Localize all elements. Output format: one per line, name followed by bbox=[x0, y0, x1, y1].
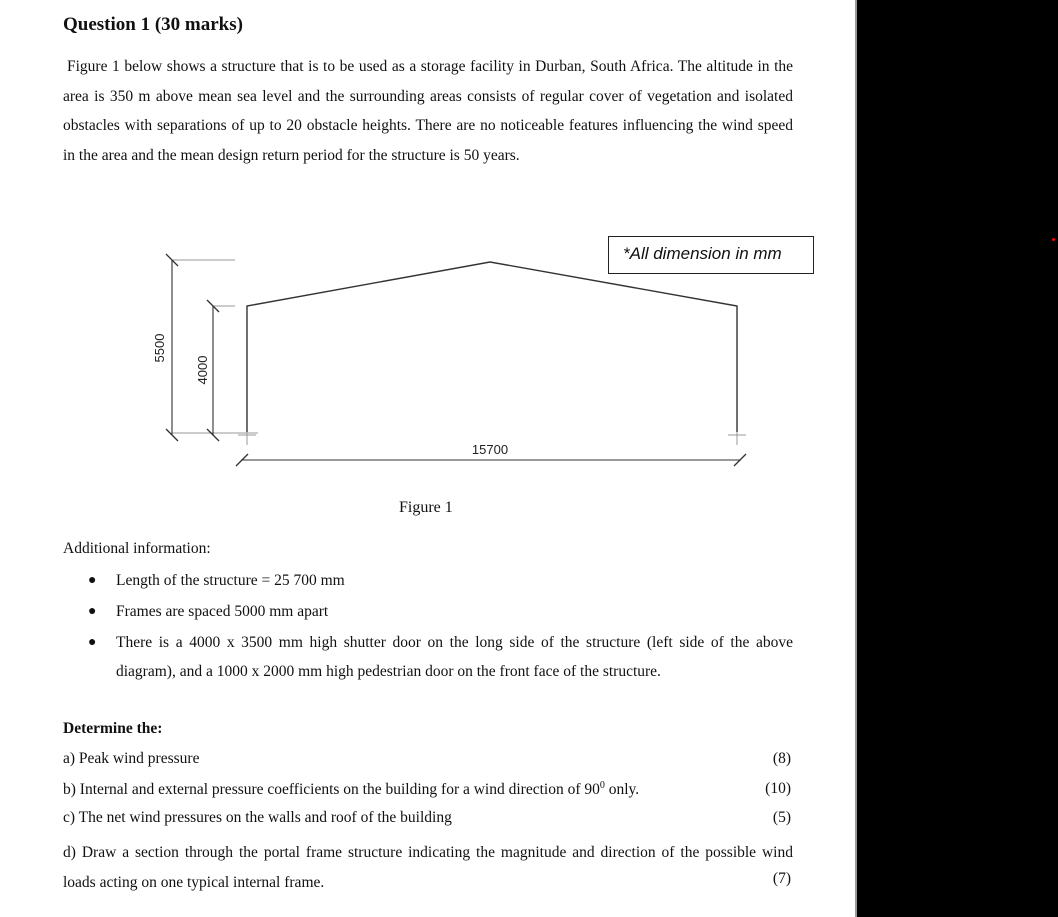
dim-label-15700: 15700 bbox=[471, 442, 509, 457]
sub-question-a-text: a) Peak wind pressure bbox=[63, 750, 200, 767]
sub-question-b-text bbox=[63, 780, 639, 799]
list-item bbox=[88, 628, 793, 686]
degree-superscript: 0 bbox=[599, 780, 605, 791]
list-item bbox=[88, 566, 793, 595]
question-intro bbox=[63, 52, 793, 170]
sub-question-c-marks: (5) bbox=[772, 809, 791, 826]
figure-caption: Figure 1 bbox=[399, 499, 453, 516]
question-title: Question 1 (30 marks) bbox=[63, 14, 243, 35]
sub-question-b-text-before: b) Internal and external pressure coefficients on the building for a wind direction of 90 bbox=[63, 781, 600, 799]
sub-question-d-marks: (7) bbox=[772, 869, 791, 887]
additional-info-heading: Additional information: bbox=[63, 540, 211, 557]
sub-question-a-marks: (8) bbox=[772, 750, 791, 767]
sub-question-b-marks: (10) bbox=[765, 780, 791, 797]
bullet-icon: ● bbox=[88, 573, 97, 588]
sub-question-d-text: d) Draw a section through the portal frame structure indicating the magnitude and direction of the possible wind loads acting on one typical internal frame. bbox=[63, 844, 793, 891]
intro-paragraph: Figure 1 below shows a structure that is to be used as a storage facility in Durban, South Africa. The altitude in the area is 350 m above mean sea level and the surrounding areas consists of regular cover of vegetation and isolated obstacles with separations of up to 20 obstacle heights. There are no noticeable features influencing the wind speed in the area and the mean design return period for the structure is 50 years. bbox=[63, 58, 793, 164]
list-item bbox=[88, 597, 793, 626]
bullet-text: Frames are spaced 5000 mm apart bbox=[116, 603, 329, 620]
bullet-text: There is a 4000 x 3500 mm high shutter door on the long side of the structure (left side of the above diagram), and a 1000 x 2000 mm high pedestrian door on the front face of the structure. bbox=[116, 634, 793, 680]
sub-question-c-text: c) The net wind pressures on the walls and roof of the building bbox=[63, 809, 452, 826]
sub-question-b-text-after: only. bbox=[604, 781, 640, 799]
dim-label-4000: 4000 bbox=[195, 355, 210, 385]
frame-outline bbox=[247, 262, 737, 432]
marker-dot bbox=[1052, 238, 1055, 241]
bullet-icon: ● bbox=[88, 635, 97, 650]
dim-label-5500: 5500 bbox=[152, 333, 167, 363]
dimension-note-box: *All dimension in mm bbox=[608, 236, 814, 274]
bullet-text: Length of the structure = 25 700 mm bbox=[116, 572, 345, 589]
bullet-icon: ● bbox=[88, 604, 97, 619]
sub-question-d bbox=[63, 838, 793, 897]
determine-heading: Determine the: bbox=[63, 720, 163, 737]
additional-info-list bbox=[88, 566, 793, 688]
